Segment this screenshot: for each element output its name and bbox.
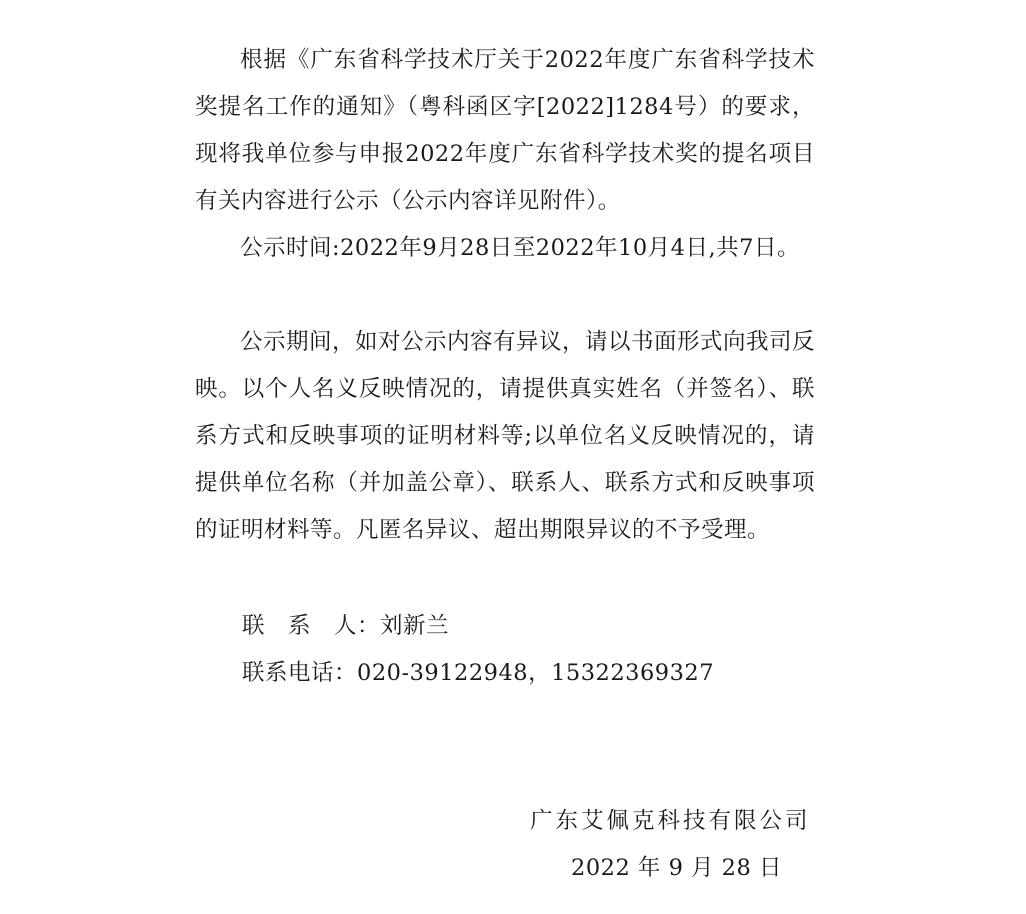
contact-phone-number: 020-39122948，15322369327 [357, 660, 715, 686]
contact-person-name: 刘新兰 [380, 613, 450, 639]
company-signature: 广东艾佩克科技有限公司 [530, 808, 811, 834]
signature-date: 2022 年 9 月 28 日 [571, 855, 782, 881]
contact-person-line [242, 603, 449, 650]
notice-paragraph-objection: 公示期间，如对公示内容有异议，请以书面形式向我司反映。以个人名义反映情况的，请提供真实姓名（并签名）、联系方式和反映事项的证明材料等;以单位名义反映情况的，请提供单位名称（并加盖公章）、联系人、联系方式和反映事项的证明材料等。凡匿名异议、超出期限异议的不予受理。 [195, 329, 816, 543]
notice-paragraph-period: 公示时间:2022年9月28日至2022年10月4日,共7日。 [240, 235, 800, 261]
contact-phone-line [242, 650, 714, 697]
contact-person-label: 联 系 人： [242, 613, 381, 639]
contact-phone-label: 联系电话： [242, 660, 358, 686]
notice-paragraph-basis: 根据《广东省科学技术厅关于2022年度广东省科学技术奖提名工作的通知》（粤科函区字[2022]1284号）的要求，现将我单位参与申报2022年度广东省科学技术奖的提名项目有关内容进行公示（公示内容详见附件）。 [195, 47, 815, 214]
